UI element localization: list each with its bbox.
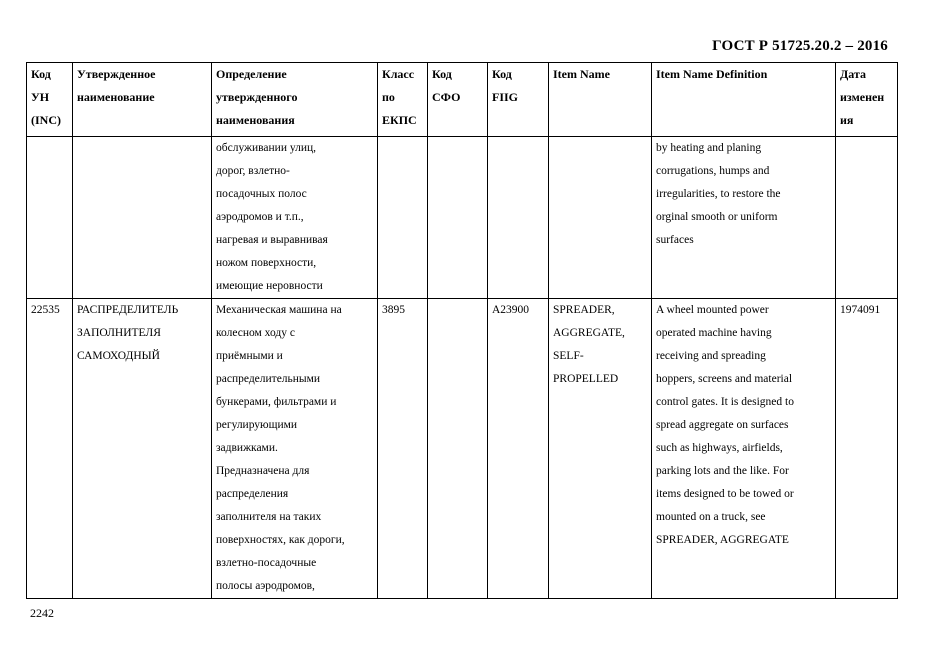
col-header-sfo-code: Код СФО xyxy=(428,63,488,137)
cell-change-date xyxy=(836,137,898,299)
col-header-fiig-code: Код FIIG xyxy=(488,63,549,137)
cell-change-date: 1974091 xyxy=(836,299,898,599)
cell-approved-name: РАСПРЕДЕЛИТЕЛЬ ЗАПОЛНИТЕЛЯ САМОХОДНЫЙ xyxy=(73,299,212,599)
cell-fiig xyxy=(488,137,549,299)
cell-item-name: SPREADER, AGGREGATE, SELF- PROPELLED xyxy=(549,299,652,599)
cell-definition-ru: Механическая машина на колесном ходу с приёмными и распределительными бункерами, фильтрами и регулирующими задвижками. Предназначена для распределения заполнителя на таких поверхностях, как дороги, взлетно-посадочные полосы аэродромов, xyxy=(212,299,378,599)
nomenclature-table xyxy=(26,62,898,599)
standard-designation: ГОСТ Р 51725.20.2 – 2016 xyxy=(712,38,888,54)
cell-definition-ru: обслуживании улиц, дорог, взлетно- посадочных полос аэродромов и т.п., нагревая и выравнивая ножом поверхности, имеющие неровности xyxy=(212,137,378,299)
col-header-change-date: Дата изменен ия xyxy=(836,63,898,137)
page-number: 2242 xyxy=(30,606,54,620)
cell-approved-name xyxy=(73,137,212,299)
cell-item-name xyxy=(549,137,652,299)
col-header-item-name-definition: Item Name Definition xyxy=(652,63,836,137)
col-header-approved-name: Утвержденное наименование xyxy=(73,63,212,137)
cell-ekps xyxy=(378,137,428,299)
cell-item-definition: by heating and planing corrugations, humps and irregularities, to restore the orginal smooth or uniform surfaces xyxy=(652,137,836,299)
col-header-definition: Определение утвержденного наименования xyxy=(212,63,378,137)
cell-ekps: 3895 xyxy=(378,299,428,599)
cell-inc xyxy=(27,137,73,299)
cell-item-definition: A wheel mounted power operated machine having receiving and spreading hoppers, screens and material control gates. It is designed to spread aggregate on surfaces such as highways, airfields, parking lots and the like. For items designed to be towed or mounted on a truck, see SPREADER, AGGREGATE xyxy=(652,299,836,599)
table-row-continuation xyxy=(27,137,898,299)
table-row xyxy=(27,299,898,599)
col-header-item-name: Item Name xyxy=(549,63,652,137)
cell-inc: 22535 xyxy=(27,299,73,599)
cell-fiig: A23900 xyxy=(488,299,549,599)
col-header-inc: Код УН (INC) xyxy=(27,63,73,137)
cell-sfo xyxy=(428,299,488,599)
col-header-ekps-class: Класс по ЕКПС xyxy=(378,63,428,137)
cell-sfo xyxy=(428,137,488,299)
header-row xyxy=(27,63,898,137)
